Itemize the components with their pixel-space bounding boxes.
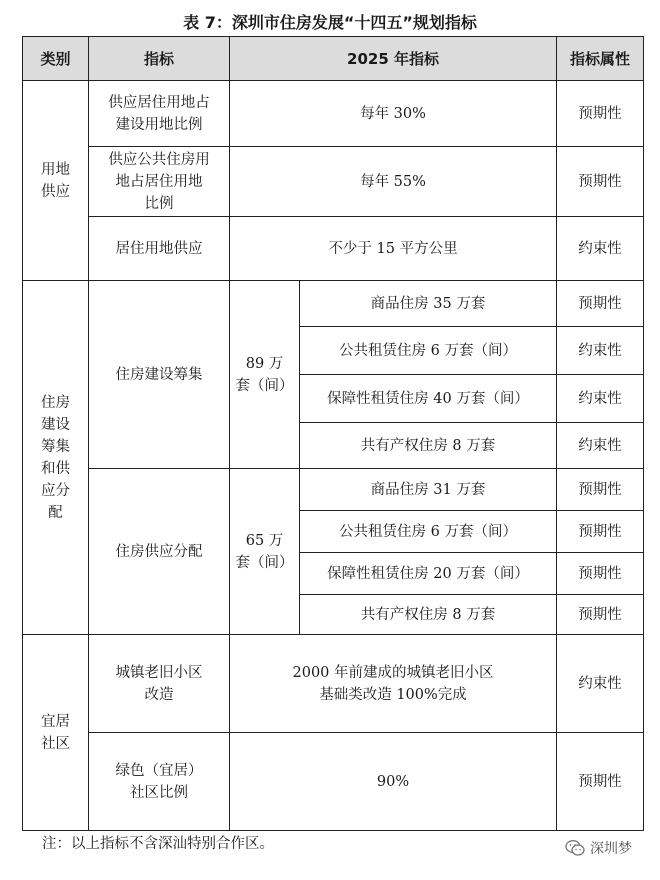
attribute-cell: 预期性 — [557, 553, 644, 595]
target-cell: 保障性租赁住房 20 万套（间） — [300, 553, 557, 595]
table-row — [23, 281, 644, 327]
indicator-table — [22, 36, 644, 831]
attribute-cell: 约束性 — [557, 217, 644, 281]
target-cell: 90% — [230, 733, 557, 831]
indicator-cell: 城镇老旧小区 改造 — [89, 635, 230, 733]
indicator-cell: 供应公共住房用 地占居住用地 比例 — [89, 147, 230, 217]
header-target: 2025 年指标 — [230, 37, 557, 81]
table-row — [23, 147, 644, 217]
indicator-cell: 住房建设筹集 — [89, 281, 230, 469]
target-cell: 公共租赁住房 6 万套（间） — [300, 327, 557, 375]
attribute-cell: 预期性 — [557, 81, 644, 147]
attribute-cell: 约束性 — [557, 423, 644, 469]
attribute-cell: 约束性 — [557, 327, 644, 375]
target-cell: 保障性租赁住房 40 万套（间） — [300, 375, 557, 423]
target-cell: 共有产权住房 8 万套 — [300, 595, 557, 635]
attribute-cell: 预期性 — [557, 511, 644, 553]
indicator-cell: 居住用地供应 — [89, 217, 230, 281]
target-cell: 公共租赁住房 6 万套（间） — [300, 511, 557, 553]
table-row — [23, 469, 644, 511]
target-cell: 不少于 15 平方公里 — [230, 217, 557, 281]
target-cell: 商品住房 35 万套 — [300, 281, 557, 327]
indicator-cell: 绿色（宜居） 社区比例 — [89, 733, 230, 831]
table-title: 表 7：深圳市住房发展“十四五”规划指标 — [183, 13, 477, 32]
table-row — [23, 81, 644, 147]
indicator-cell: 供应居住用地占 建设用地比例 — [89, 81, 230, 147]
header-category: 类别 — [23, 37, 89, 81]
target-cell: 每年 30% — [230, 81, 557, 147]
watermark-text: 深圳梦 — [590, 841, 632, 857]
category-housing: 住房 建设 筹集 和供 应分 配 — [23, 281, 89, 635]
target-cell: 2000 年前建成的城镇老旧小区 基础类改造 100%完成 — [230, 635, 557, 733]
target-cell: 每年 55% — [230, 147, 557, 217]
table-row — [23, 733, 644, 831]
watermark — [565, 838, 632, 858]
total-cell: 65 万 套（间） — [230, 469, 300, 635]
attribute-cell: 预期性 — [557, 147, 644, 217]
header-attribute: 指标属性 — [557, 37, 644, 81]
target-cell: 共有产权住房 8 万套 — [300, 423, 557, 469]
attribute-cell: 预期性 — [557, 733, 644, 831]
attribute-cell: 约束性 — [557, 375, 644, 423]
category-land: 用地 供应 — [23, 81, 89, 281]
attribute-cell: 约束性 — [557, 635, 644, 733]
target-cell: 商品住房 31 万套 — [300, 469, 557, 511]
footnote: 注：以上指标不含深汕特别合作区。 — [42, 836, 274, 852]
indicator-cell: 住房供应分配 — [89, 469, 230, 635]
table-header-row — [23, 37, 644, 81]
total-cell: 89 万 套（间） — [230, 281, 300, 469]
category-community: 宜居 社区 — [23, 635, 89, 831]
attribute-cell: 预期性 — [557, 595, 644, 635]
wechat-icon — [565, 839, 585, 857]
attribute-cell: 预期性 — [557, 469, 644, 511]
table-row — [23, 217, 644, 281]
header-indicator: 指标 — [89, 37, 230, 81]
attribute-cell: 预期性 — [557, 281, 644, 327]
table-row — [23, 635, 644, 733]
